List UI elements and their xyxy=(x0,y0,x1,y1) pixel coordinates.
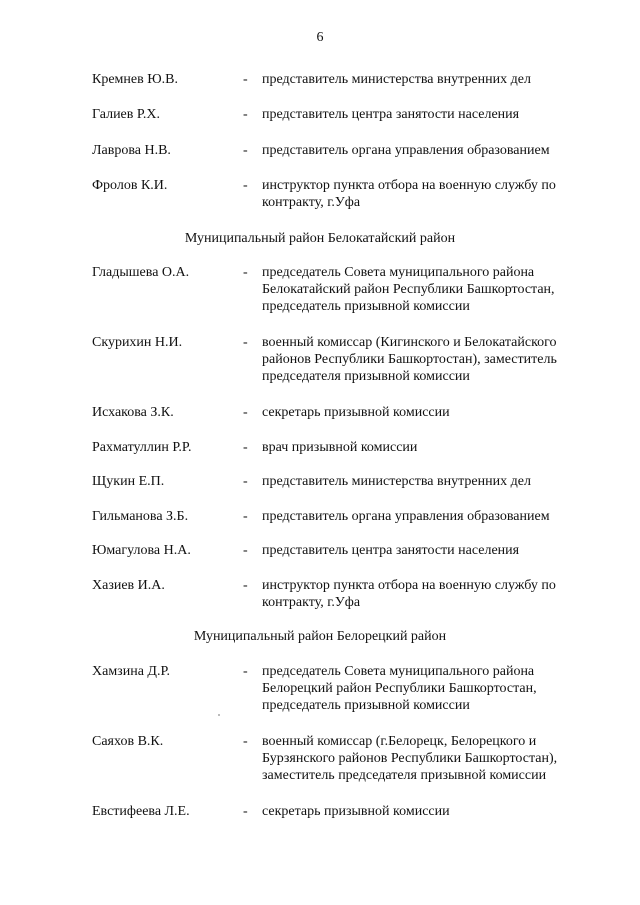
member-name: Исхакова З.К. xyxy=(92,405,174,420)
member-role: врач призывной комиссии xyxy=(262,440,418,455)
member-role: председатель Совета муниципального района Белокатайский район Республики Башкортостан, председатель призывной комиссии xyxy=(262,265,555,314)
dash: - xyxy=(243,543,248,558)
dash: - xyxy=(243,578,248,593)
member-role: представитель центра занятости населения xyxy=(262,543,520,558)
member-name: Галиев Р.Х. xyxy=(92,107,161,122)
member-role: инструктор пункта отбора на военную службу по контракту, г.Уфа xyxy=(262,178,556,210)
dash: - xyxy=(243,734,248,749)
member-name: Рахматуллин Р.Р. xyxy=(92,440,192,455)
member-name: Саяхов В.К. xyxy=(92,734,164,749)
page-number: 6 xyxy=(316,30,324,45)
dash: - xyxy=(243,509,248,524)
member-role: инструктор пункта отбора на военную службу по контракту, г.Уфа xyxy=(262,578,556,610)
member-name: Хазиев И.А. xyxy=(92,578,165,593)
member-name: Гильманова З.Б. xyxy=(92,509,189,524)
member-name: Скурихин Н.И. xyxy=(92,335,183,350)
member-name: Фролов К.И. xyxy=(92,178,168,193)
dash: - xyxy=(243,440,248,455)
member-role: представитель органа управления образованием xyxy=(262,509,550,524)
section-heading: Муниципальный район Белорецкий район xyxy=(193,629,447,644)
member-name: Кремнев Ю.В. xyxy=(92,72,178,87)
member-name: Евстифеева Л.Е. xyxy=(92,804,190,819)
member-role: представитель министерства внутренних дел xyxy=(262,474,531,489)
member-name: Щукин Е.П. xyxy=(92,474,165,489)
member-name: Юмагулова Н.А. xyxy=(92,543,191,558)
dash: - xyxy=(243,405,248,420)
member-role: военный комиссар (г.Белорецк, Белорецкого и Бурзянского районов Республики Башкортостан), заместитель председателя призывной комиссии xyxy=(262,734,558,783)
dash: - xyxy=(243,804,248,819)
dash: - xyxy=(243,474,248,489)
member-role: представитель органа управления образованием xyxy=(262,143,550,158)
member-name: Гладышева О.А. xyxy=(92,265,190,280)
member-role: представитель центра занятости населения xyxy=(262,107,520,122)
dash: - xyxy=(243,72,248,87)
dash: - xyxy=(243,664,248,679)
member-role: военный комиссар (Кигинского и Белокатайского районов Республики Башкортостан), заместитель председателя призывной комиссии xyxy=(262,335,557,384)
dash: - xyxy=(243,143,248,158)
member-name: Хамзина Д.Р. xyxy=(92,664,170,679)
dash: - xyxy=(243,178,248,193)
member-role: председатель Совета муниципального района Белорецкий район Республики Башкортостан, председатель призывной комиссии xyxy=(262,664,537,713)
member-role: секретарь призывной комиссии xyxy=(262,405,450,420)
member-role: секретарь призывной комиссии xyxy=(262,804,450,819)
dash: - xyxy=(243,335,248,350)
member-name: Лаврова Н.В. xyxy=(92,143,171,158)
dash: - xyxy=(243,265,248,280)
scan-speck xyxy=(218,714,220,716)
dash: - xyxy=(243,107,248,122)
member-role: представитель министерства внутренних дел xyxy=(262,72,531,87)
section-heading: Муниципальный район Белокатайский район xyxy=(184,231,456,246)
